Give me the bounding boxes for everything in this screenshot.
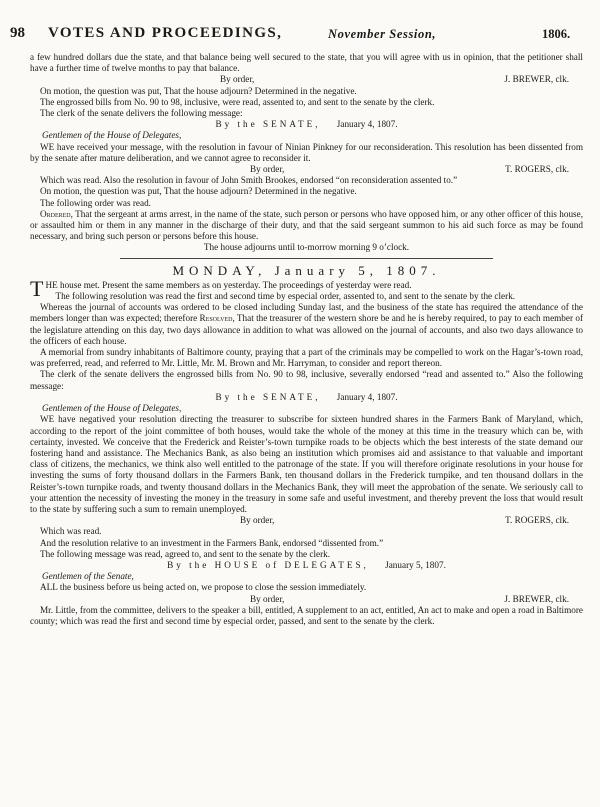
adjournment: The house adjourns until to-morrow morning 9 o’clock.	[203, 242, 410, 253]
message-date: January 4, 1807.	[336, 391, 398, 402]
paragraph: The clerk of the senate delivers the engrossed bills from No. 90 to 98, inclusive, severally endorsed “read and assented to.” Also the following message:	[30, 369, 583, 391]
by-order: By order,	[220, 74, 255, 85]
salutation: Gentlemen of the Senate,	[42, 571, 134, 582]
message-text: WE have received your message, with the resolution in favour of Ninian Pinkney for our reconsideration. This resolution has been dissented from by the senate after mature deliberation, and we cannot agree to reconsider it.	[30, 141, 583, 163]
session-name: November Session,	[328, 27, 437, 41]
page-number: 98	[10, 25, 25, 41]
clerk-name: T. ROGERS, clk.	[505, 164, 569, 175]
opening-text: HE house met. Present the same members as on yesterday. The proceedings of yesterday were read.	[45, 279, 412, 290]
message-heading	[30, 392, 583, 403]
paragraph: The engrossed bills from No. 90 to 98, inclusive, were read, assented to, and sent to the senate by the clerk.	[40, 96, 435, 107]
clerk-name: J. BREWER, clk.	[504, 74, 569, 85]
message-date: January 4, 1807.	[336, 119, 398, 130]
paragraph: A memorial from sundry inhabitants of Baltimore county, praying that a part of the criminals may be compelled to work on the Hagar’s-town road, was preferred, read, and referred to Mr. Little, Mr. M. Brown and Mr. Harryman, to consider and report thereon.	[30, 347, 583, 369]
paragraph: The following message was read, agreed to, and sent to the senate by the clerk.	[40, 548, 331, 559]
signature-block	[30, 164, 583, 175]
paragraph: The following resolution was read the first and second time by especial order, assented to, and sent to the senate by the clerk.	[55, 291, 516, 302]
by-the-senate: By the SENATE,	[215, 119, 321, 130]
by-order: By order,	[250, 164, 285, 175]
signature-block	[30, 74, 583, 85]
message-text: WE have negatived your resolution directing the treasurer to subscribe for sixteen hundred shares in the Farmers Bank of Maryland, which, according to the report of the joint committee of both houses, would take the whole of the money at this time in the treasury which can be, with certainty, invested. We conceive that the Frederick and Reister’s-town turnpike roads to be objects which the best interests of the state demand our fostering hand and assistance. The Mechanics Bank, as also being an institution which promises aid and assistance to that valuable and important class of citizens, the mechanics, we think also well entitled to the patronage of the state. If you will therefore originate resolutions in your house for investing the sums of forty thousand dollars in the Farmers Bank, ten thousand dollars in the Frederick turnpike, and ten thousand dollars in the Reister’s-town turnpike roads, and twenty thousand dollars in the Mechanics Bank, they will meet the approbation of the senate. We seriously call to your attention the necessity of investing the money in the treasury in some safe and useful investment, and thereby prevent the loss that would result to the state by suffering such a sum to remain unemployed.	[30, 414, 583, 514]
salutation: Gentlemen of the House of Delegates,	[42, 403, 182, 414]
paragraph: On motion, the question was put, That the house adjourn? Determined in the negative.	[40, 186, 357, 197]
paragraph: On motion, the question was put, That the house adjourn? Determined in the negative.	[40, 85, 357, 96]
session-year: 1806.	[542, 27, 571, 41]
message-date: January 5, 1807.	[385, 559, 446, 570]
clerk-name: T. ROGERS, clk.	[505, 515, 569, 526]
order-text: That the sergeant at arms arrest, in the name of the state, such person or persons who have opposed him, or any other officer of this house, or assaulted him or them in any manner in the discharge of their duty, and that the said sergeant summon to his aid such force as may be found necessary, and bring such person or persons before this house.	[30, 208, 583, 242]
paragraph: The clerk of the senate delivers the following message:	[40, 108, 243, 119]
resolved-lead: Resolved,	[199, 313, 235, 324]
paragraph: The following order was read.	[40, 197, 151, 208]
resolved-text: That the treasurer of the western shore be and he is hereby required, to pay to each member of the legislature attending on this day, two days allowance in addition to what was allowed on the journal of accounts, and also two days allowance to the officers of each house.	[30, 313, 584, 346]
salutation: Gentlemen of the House of Delegates,	[42, 130, 182, 141]
document-body	[30, 52, 583, 627]
by-the-house: By the HOUSE of DELEGATES,	[167, 559, 369, 570]
message-heading	[30, 119, 583, 130]
day-heading: MONDAY, January 5, 1807.	[172, 262, 441, 278]
paragraph: Mr. Little, from the committee, delivers to the speaker a bill, entitled, A supplement to an act, entitled, An act to make and open a road in Baltimore county; which was read the first and second time by especial order, passed, and sent to the senate by the clerk.	[30, 604, 583, 626]
order-paragraph	[30, 209, 583, 243]
by-order: By order,	[240, 515, 275, 526]
resolution-paragraph	[30, 302, 583, 347]
paragraph: a few hundred dollars due the state, and that balance being well secured to the state, that you will agree with us in opinion, that the petitioner shall have a further time of twelve months to pay that balance.	[30, 52, 583, 74]
signature-block	[30, 515, 583, 526]
paragraph: Which was read. Also the resolution in favour of John Smith Brookes, endorsed “on reconsideration assented to.”	[40, 175, 458, 186]
signature-block	[30, 594, 583, 605]
ordered-lead: Ordered,	[40, 208, 73, 219]
clerk-name: J. BREWER, clk.	[504, 593, 569, 604]
whereas-text: Whereas the journal of accounts was ordered to be closed including Sunday last, and the business of the state has required the attendance of the members longer than was expected; therefore	[30, 302, 583, 324]
paragraph: And the resolution relative to an investment in the Farmers Bank, endorsed “dissented from.”	[40, 537, 384, 548]
by-the-senate: By the SENATE,	[215, 391, 321, 402]
by-order: By order,	[250, 593, 285, 604]
message-heading	[30, 560, 583, 571]
page-header	[10, 25, 590, 48]
drop-cap: T	[30, 275, 44, 301]
paragraph: Which was read.	[40, 526, 102, 537]
divider	[120, 258, 493, 259]
message-text: ALL the business before us being acted on, we propose to close the session immediately.	[40, 582, 367, 593]
running-title: VOTES AND PROCEEDINGS,	[48, 25, 283, 41]
